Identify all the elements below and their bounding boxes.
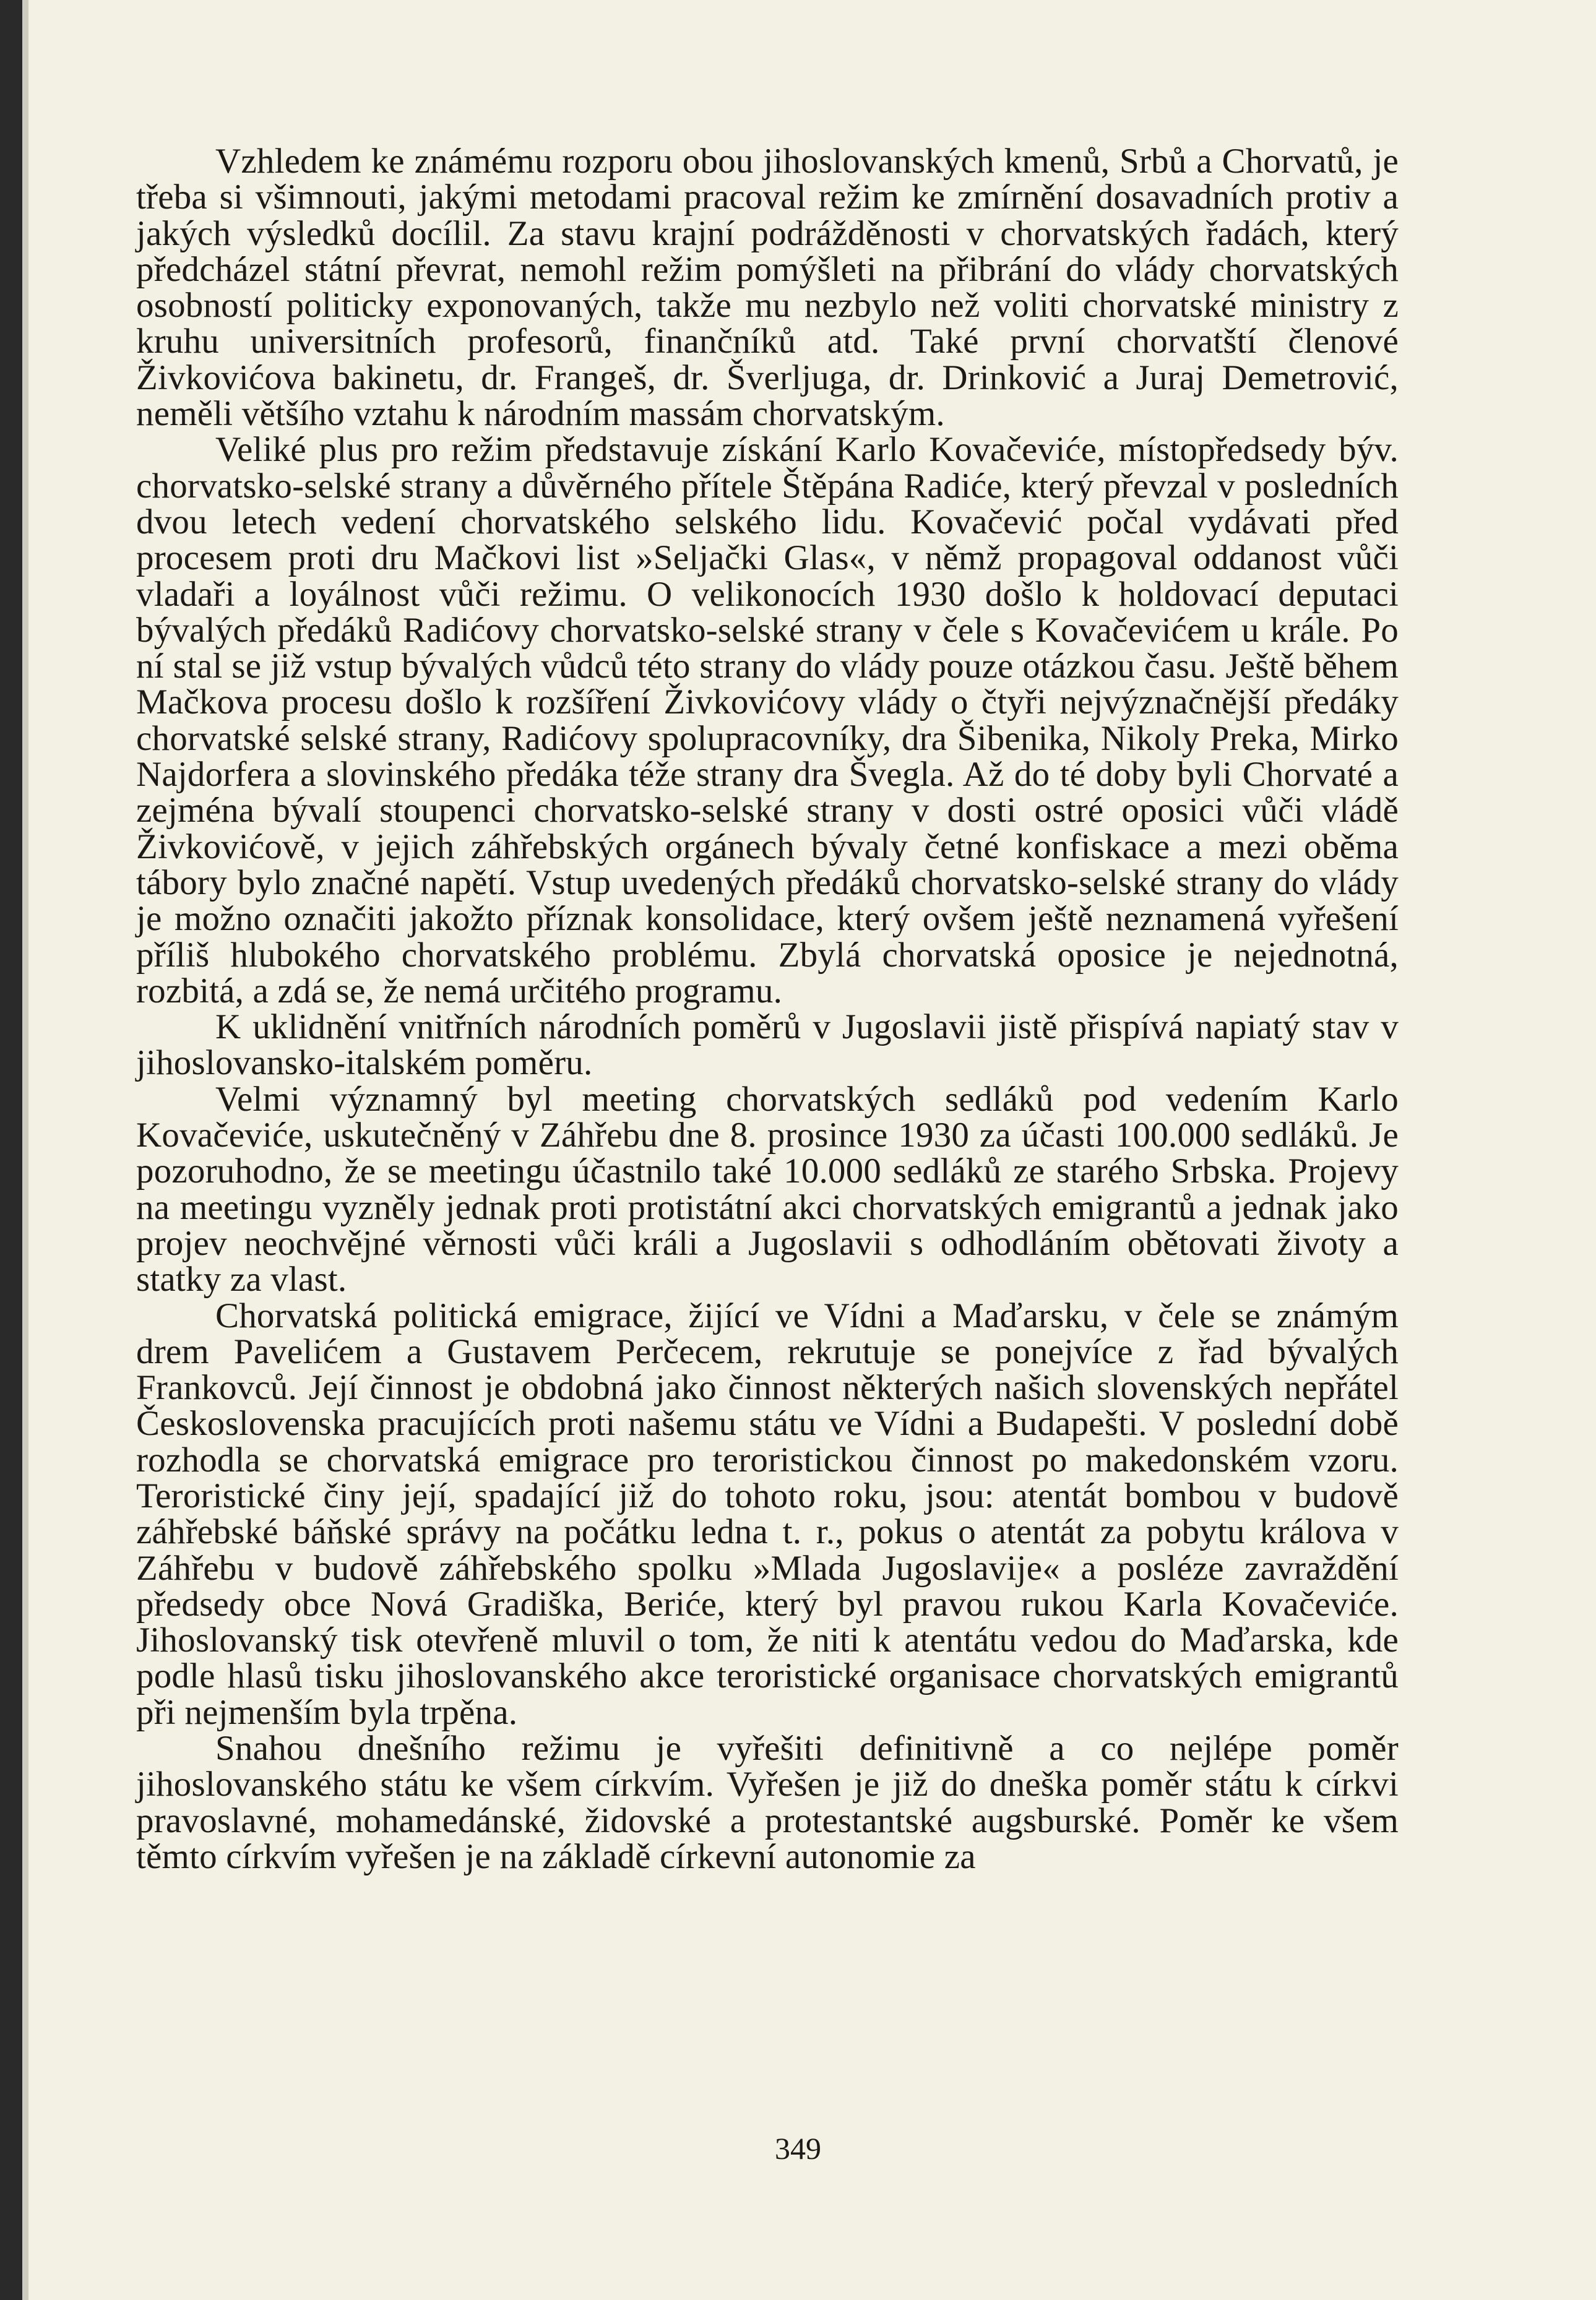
paragraph: Vzhledem ke známému rozporu obou jihoslovanských kmenů, Srbů a Chorvatů, je třeba si všimnouti, jakými metodami pracoval režim ke zmírnění dosavadních protiv a jakých výsledků docílil. Za stavu krajní podrážděnosti v chorvatských řadách, který předcházel státní převrat, nemohl režim pomýšleti na přibrání do vlády chorvatských osobností politicky exponovaných, takže mu nezbylo než voliti chorvatské ministry z kruhu universitních profesorů, finančníků atd. Také první chorvatští členové Živkovićova bakinetu, dr. Frangeš, dr. Šverljuga, dr. Drinković a Juraj Demetrović, neměli většího vztahu k národním massám chorvatským. xyxy=(136,142,1399,434)
body-text xyxy=(136,144,1399,1875)
paragraph: Veliké plus pro režim představuje získání Karlo Kovačeviće, místopředsedy býv. chorvatsko-selské strany a důvěrného přítele Štěpána Radiće, který převzal v posledních dvou letech vedení chorvatského selského lidu. Kovačević počal vydávati před procesem proti dru Mačkovi list »Seljački Glas«, v němž propagoval oddanost vůči vladaři a loyálnost vůči režimu. O velikonocích 1930 došlo k holdovací deputaci bývalých předáků Radićovy chorvatsko-selské strany v čele s Kovačevićem u krále. Po ní stal se již vstup bývalých vůdců této strany do vlády pouze otázkou času. Ještě během Mačkova procesu došlo k rozšíření Živkovićovy vlády o čtyři nejvýznačnější předáky chorvatské selské strany, Radićovy spolupracovníky, dra Šibenika, Nikoly Preka, Mirko Najdorfera a slovinského předáka téže strany dra Švegla. Až do té doby byli Chorvaté a zejména bývalí stoupenci chorvatsko-selské strany v dosti ostré oposici vůči vládě Živkovićově, v jejich záhřebských orgánech bývaly četné konfiskace a mezi oběma tábory bylo značné napětí. Vstup uvedených předáků chorvatsko-selské strany do vlády je možno označiti jakožto příznak konsolidace, který ovšem ještě neznamená vyřešení příliš hlubokého chorvatského problému. Zbylá chorvatská oposice je nejednotná, rozbitá, a zdá se, že nemá určitého programu. xyxy=(136,430,1399,1010)
page-binding-shadow xyxy=(22,0,28,2300)
paragraph: Velmi významný byl meeting chorvatských sedláků pod vedením Karlo Kovačeviće, uskutečněný v Záhřebu dne 8. prosince 1930 za účasti 100.000 sedláků. Je pozoruhodno, že se meetingu účastnilo také 10.000 sedláků ze starého Srbska. Projevy na meetingu vyzněly jednak proti protistátní akci chorvatských emigrantů a jednak jako projev neochvějné věrnosti vůči králi a Jugoslavii s odhodláním obětovati životy a statky za vlast. xyxy=(136,1079,1399,1299)
page-binding-edge xyxy=(0,0,22,2300)
paragraph: K uklidnění vnitřních národních poměrů v Jugoslavii jistě přispívá napiatý stav v jihoslovansko-italském poměru. xyxy=(136,1007,1399,1083)
page-number: 349 xyxy=(775,2131,821,2166)
paragraph: Snahou dnešního režimu je vyřešiti definitivně a co nejlépe poměr jihoslovanského státu ke všem církvím. Vyřešen je již do dneška poměr státu k církvi pravoslavné, mohamedánské, židovské a protestantské augsburské. Poměr ke všem těmto církvím vyřešen je na základě církevní autonomie za xyxy=(136,1729,1399,1876)
paragraph: Chorvatská politická emigrace, žijící ve Vídni a Maďarsku, v čele se známým drem Pavelićem a Gustavem Perčecem, rekrutuje se ponejvíce z řad bývalých Frankovců. Její činnost je obdobná jako činnost některých našich slovenských nepřátel Československa pracujících proti našemu státu ve Vídni a Budapešti. V poslední době rozhodla se chorvatská emigrace pro teroristickou činnost po makedonském vzoru. Teroristické činy její, spadající již do tohoto roku, jsou: atentát bombou v budově záhřebské báňské správy na počátku ledna t. r., pokus o atentát za pobytu králova v Záhřebu v budově záhřebského spolku »Mlada Jugoslavije« a posléze zavraždění předsedy obce Nová Gradiška, Beriće, který byl pravou rukou Karla Kovačeviće. Jihoslovanský tisk otevřeně mluvil o tom, že niti k atentátu vedou do Maďarska, kde podle hlasů tisku jihoslovanského akce teroristické organisace chorvatských emigrantů při nejmenším byla trpěna. xyxy=(136,1296,1399,1732)
